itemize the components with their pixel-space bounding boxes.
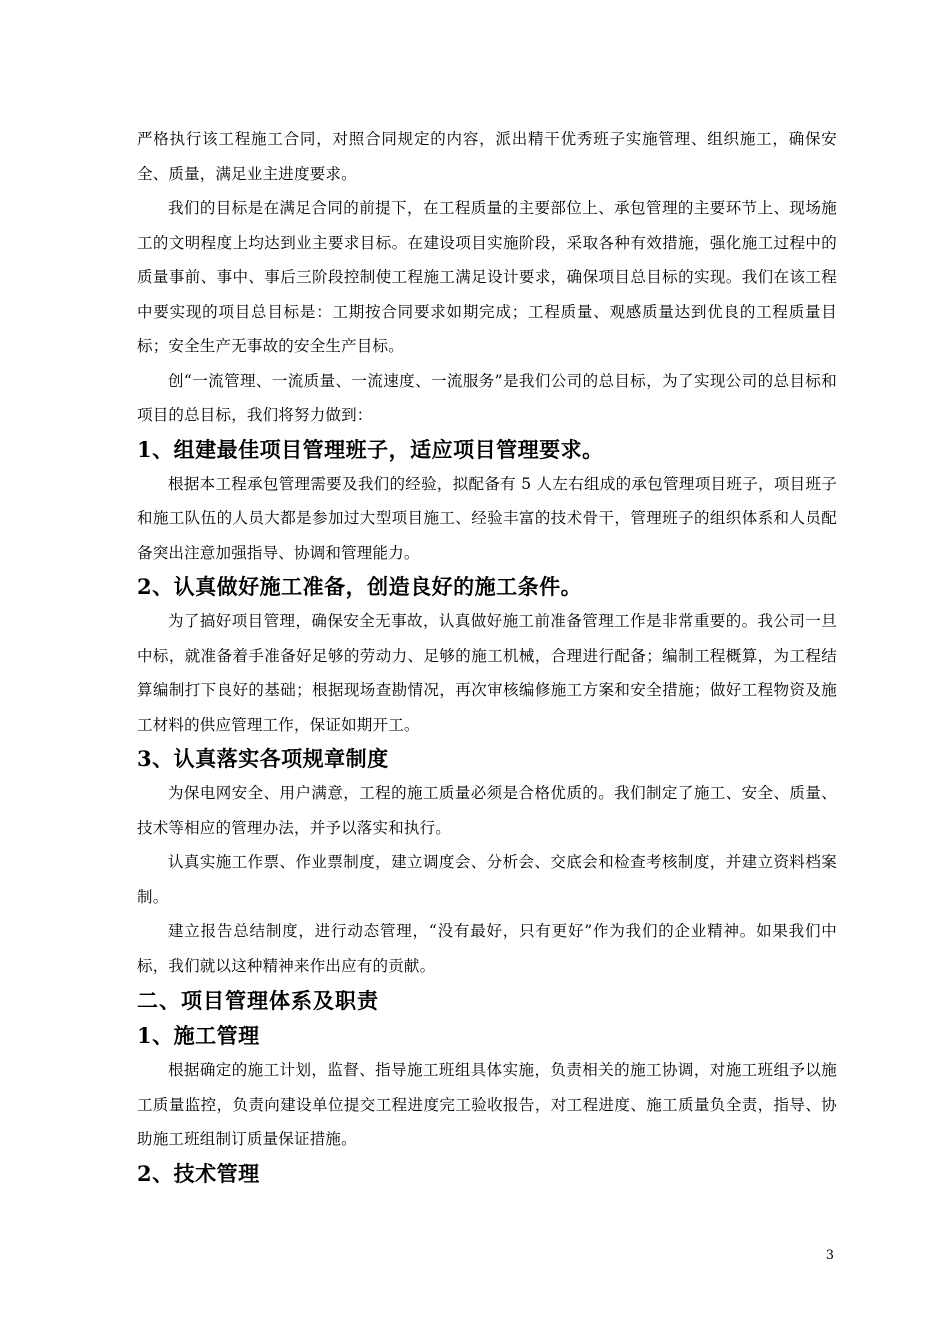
heading-text: 、认真落实各项规章制度 bbox=[152, 746, 389, 771]
section-heading-management-system: 二、项目管理体系及职责 bbox=[137, 988, 379, 1013]
heading-construction-preparation bbox=[137, 570, 837, 604]
paragraph-project-goal: 我们的目标是在满足合同的前提下，在工程质量的主要部位上、承包管理的主要环节上、现场施工的文明程度上均达到业主要求目标。在建设项目实施阶段，采取各种有效措施，强化施工过程中的质量事前、事中、事后三阶段控制使工程施工满足设计要求，确保项目总目标的实现。我们在该工程中要实现的项目总目标是：工期按合同要求如期完成；工程质量、观感质量达到优良的工程质量目标；安全生产无事故的安全生产目标。 bbox=[137, 199, 837, 355]
paragraph-contract-execution: 严格执行该工程施工合同，对照合同规定的内容，派出精干优秀班子实施管理、组织施工，确保安全、质量，满足业主进度要求。 bbox=[137, 130, 837, 183]
heading-management-team bbox=[137, 433, 837, 467]
heading-text: 、技术管理 bbox=[152, 1160, 260, 1186]
document-body bbox=[137, 122, 837, 1191]
paragraph-company-goal: 创“一流管理、一流质量、一流速度、一流服务”是我们公司的总目标，为了实现公司的总目标和项目的总目标，我们将努力做到： bbox=[137, 371, 837, 424]
heading-technical-management bbox=[137, 1157, 837, 1191]
paragraph-reporting-system: 建立报告总结制度，进行动态管理，“没有最好，只有更好”作为我们的企业精神。如果我们中标，我们就以这种精神来作出应有的贡献。 bbox=[137, 922, 837, 975]
heading-text: 、认真做好施工准备，创造良好的施工条件。 bbox=[152, 574, 583, 599]
paragraph-quality-rules: 为保电网安全、用户满意，工程的施工质量必须是合格优质的。我们制定了施工、安全、质量、技术等相应的管理办法，并予以落实和执行。 bbox=[137, 784, 837, 837]
paragraph-preparation-details: 为了搞好项目管理，确保安全无事故，认真做好施工前准备管理工作是非常重要的。我公司一旦中标，就准备着手准备好足够的劳动力、足够的施工机械，合理进行配备；编制工程概算，为工程结算编制打下良好的基础；根据现场查勘情况，再次审核编修施工方案和安全措施；做好工程物资及施工材料的供应管理工作，保证如期开工。 bbox=[137, 612, 837, 734]
paragraph-work-tickets: 认真实施工作票、作业票制度，建立调度会、分析会、交底会和检查考核制度，并建立资料档案制。 bbox=[137, 853, 837, 906]
heading-number: 2 bbox=[137, 574, 153, 599]
heading-number: 3 bbox=[137, 746, 153, 771]
heading-number: 1 bbox=[137, 436, 153, 462]
heading-construction-management bbox=[137, 1019, 837, 1053]
heading-number: 1 bbox=[137, 1023, 153, 1048]
heading-rules-implementation bbox=[137, 742, 837, 776]
heading-number: 2 bbox=[137, 1160, 153, 1186]
heading-text: 、组建最佳项目管理班子，适应项目管理要求。 bbox=[152, 436, 604, 462]
paragraph-construction-management: 根据确定的施工计划，监督、指导施工班组具体实施，负责相关的施工协调，对施工班组予以施工质量监控，负责向建设单位提交工程进度完工验收报告，对工程进度、施工质量负全责，指导、协助施工班组制订质量保证措施。 bbox=[137, 1061, 837, 1148]
heading-text: 、施工管理 bbox=[152, 1023, 260, 1048]
paragraph-team-composition: 根据本工程承包管理需要及我们的经验，拟配备有 5 人左右组成的承包管理项目班子，项目班子和施工队伍的人员大都是参加过大型项目施工、经验丰富的技术骨干，管理班子的组织体系和人员配备突出注意加强指导、协调和管理能力。 bbox=[137, 474, 837, 562]
page-number: 3 bbox=[825, 1248, 834, 1263]
